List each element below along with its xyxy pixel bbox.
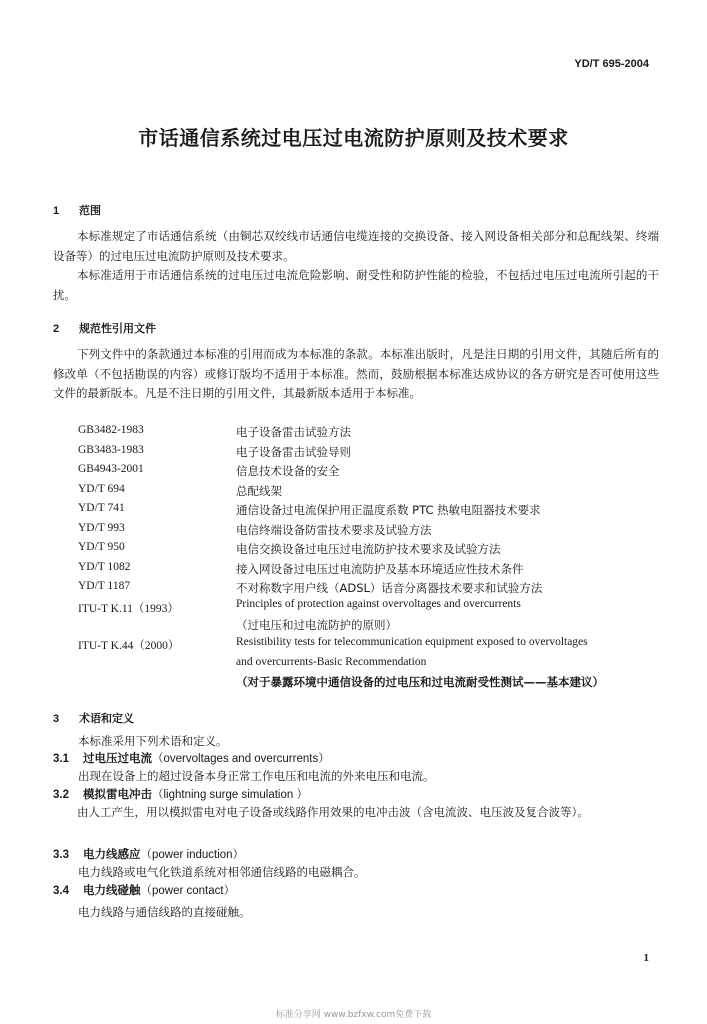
reference-code: YD/T 1187 [78,580,131,592]
reference-code: YD/T 1082 [78,561,131,573]
term-heading [53,846,244,862]
section-number: 3 [53,713,60,725]
reference-title: Principles of protection against overvoltages and overcurrents [236,598,521,610]
section-1-paragraph-2: 本标准适用于市话通信系统的过电压过电流危险影响、耐受性和防护性能的检验，不包括过电压过电流所引起的干扰。 [53,268,659,302]
term-number: 3.2 [53,789,69,801]
section-title: 范围 [79,204,101,217]
term-definition: 由人工产生，用以模拟雷电对电子设备或线路作用效果的电冲击波（含电流波、电压波及复合波等）。 [77,805,589,819]
reference-title: 通信设备过电流保护用正温度系数 PTC 热敏电阻器技术要求 [236,503,541,517]
reference-title: 总配线架 [236,484,282,498]
section-1-heading [53,202,101,218]
reference-title: 电信终端设备防雷技术要求及试验方法 [236,523,432,537]
reference-code: GB4943-2001 [78,463,144,475]
term-chinese: 电力线碰触 [83,883,141,897]
term-english: （power induction） [140,849,245,861]
term-chinese: 过电压过电流 [83,751,152,765]
reference-title-translation: （过电压和过电流防护的原则） [236,618,397,632]
reference-code: YD/T 694 [78,483,125,495]
section-number: 2 [53,323,60,335]
reference-code: GB3483-1983 [78,444,144,456]
reference-code: YD/T 950 [78,541,125,553]
section-title: 规范性引用文件 [79,322,156,335]
reference-title: 电子设备雷击试验导则 [236,445,351,459]
term-english: （power contact） [140,885,236,897]
term-number: 3.3 [53,849,69,861]
section-2-heading [53,320,156,336]
reference-code: ITU-T K.44（2000） [78,640,180,652]
term-english: （lightning surge simulation ） [152,789,308,801]
reference-title: Resistibility tests for telecommunication equipment exposed to overvoltages [236,636,588,648]
reference-title: 信息技术设备的安全 [236,464,340,478]
term-heading [53,882,235,898]
section-number: 1 [53,205,60,217]
document-title: 市话通信系统过电压过电流防护原则及技术要求 [138,126,569,150]
reference-title: 不对称数字用户线（ADSL）话音分离器技术要求和试验方法 [236,581,543,595]
reference-code: GB3482-1983 [78,424,144,436]
reference-code: ITU-T K.11（1993） [78,603,179,615]
reference-code: YD/T 993 [78,522,125,534]
term-number: 3.4 [53,885,69,897]
section-title: 术语和定义 [79,712,134,725]
term-heading [53,786,308,802]
section-3-heading [53,710,134,726]
reference-title: 接入网设备过电压过电流防护及基本环境适应性技术条件 [236,562,524,576]
term-definition: 电力线路或电气化铁道系统对相邻通信线路的电磁耦合。 [78,865,366,879]
section-1-paragraph-1: 本标准规定了市话通信系统（由铜芯双绞线市话通信电缆连接的交换设备、接入网设备相关部分和总配线架、终端设备等）的过电压过电流防护原则及技术要求。 [53,229,659,263]
standard-number: YD/T 695-2004 [574,58,649,70]
reference-title-translation: （对于暴露环境中通信设备的过电压和过电流耐受性测试——基本建议） [236,675,604,689]
term-definition: 出现在设备上的超过设备本身正常工作电压和电流的外来电压和电流。 [78,769,435,783]
page-number: 1 [643,952,649,964]
term-chinese: 模拟雷电冲击 [83,787,152,801]
term-definition: 电力线路与通信线路的直接碰触。 [78,905,251,919]
reference-title: 电信交换设备过电压过电流防护技术要求及试验方法 [236,542,501,556]
section-3-intro: 本标准采用下列术语和定义。 [78,734,228,748]
section-2-paragraph: 下列文件中的条款通过本标准的引用而成为本标准的条款。本标准出版时，凡是注日期的引用文件，其随后所有的修改单（不包括勘误的内容）或修订版均不适用于本标准。然而，鼓励根据本标准达成协议的各方研究是否可使用这些文件的最新版本。凡是不注日期的引用文件，其最新版本适用于本标准。 [53,347,659,400]
term-number: 3.1 [53,753,69,765]
term-chinese: 电力线感应 [83,847,141,861]
reference-title-continued: and overcurrents-Basic Recommendation [236,656,427,668]
term-heading [53,750,330,766]
reference-code: YD/T 741 [78,502,125,514]
watermark-footer: 标准分享网 www.bzfxw.com免费下载 [275,1010,432,1020]
reference-title: 电子设备雷击试验方法 [236,425,351,439]
term-english: （overvoltages and overcurrents） [152,753,330,765]
